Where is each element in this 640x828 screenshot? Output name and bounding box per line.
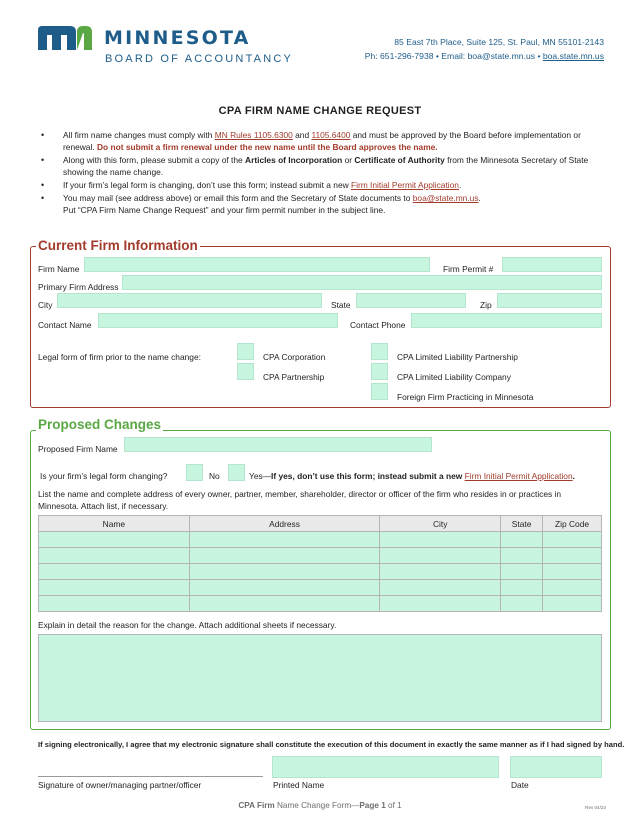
yes-label	[249, 471, 575, 481]
name-cell[interactable]	[39, 548, 190, 564]
instruction-text: .	[478, 193, 481, 204]
cpa-llp-checkbox[interactable]	[371, 343, 388, 360]
logo	[36, 22, 296, 70]
col-address-header: Address	[189, 516, 380, 532]
name-cell[interactable]	[39, 596, 190, 612]
zip-cell[interactable]	[543, 532, 602, 548]
zip-field[interactable]	[497, 293, 602, 308]
instruction-text: and	[292, 130, 312, 140]
printed-name-field[interactable]	[272, 756, 499, 778]
instruction-text: Along with this form, please submit a copy of the	[63, 155, 246, 166]
instruction-text: Put “CPA Firm Name Change Request” and your firm permit number in the subject line.	[63, 205, 386, 216]
col-state-header: State	[501, 516, 543, 532]
table-row	[39, 596, 602, 612]
state-cell[interactable]	[501, 548, 543, 564]
address-cell[interactable]	[189, 564, 380, 580]
state-cell[interactable]	[501, 532, 543, 548]
address-cell[interactable]	[189, 596, 380, 612]
cpa-partnership-checkbox[interactable]	[237, 363, 254, 380]
instruction-text: .	[458, 180, 462, 191]
city-cell[interactable]	[380, 532, 501, 548]
city-field[interactable]	[57, 293, 322, 308]
col-name-header: Name	[39, 516, 190, 532]
website-link[interactable]: boa.state.mn.us	[542, 51, 604, 61]
foreign-firm-checkbox[interactable]	[371, 383, 388, 400]
table-header-row	[39, 516, 602, 532]
legal-form-change-question: Is your firm’s legal form changing?	[40, 471, 168, 481]
owner-list-instructions: List the name and complete address of every owner, partner, member, shareholder, director or officer of the firm who resides in or practices in Minnesota. Attach list, if necessary.	[38, 489, 562, 511]
contact-phone-field[interactable]	[411, 313, 602, 328]
org-subtitle: BOARD OF ACCOUNTANCY	[105, 53, 294, 65]
city-cell[interactable]	[380, 564, 501, 580]
signature-label: Signature of owner/managing partner/officer	[38, 780, 202, 790]
footer-form-bold: CPA Firm	[238, 801, 275, 810]
zip-cell[interactable]	[543, 580, 602, 596]
state-field[interactable]	[356, 293, 466, 308]
state-cell[interactable]	[501, 564, 543, 580]
instruction-text: from the Minnesota Secretary of State showing the name change.	[63, 155, 589, 177]
legal-form-no-checkbox[interactable]	[186, 464, 203, 481]
zip-cell[interactable]	[543, 564, 602, 580]
table-row	[39, 564, 602, 580]
address-cell[interactable]	[189, 532, 380, 548]
cpa-corporation-label: CPA Corporation	[263, 352, 326, 362]
state-label: State	[331, 300, 351, 310]
legal-form-label: Legal form of firm prior to the name change:	[38, 352, 201, 362]
table-row	[39, 548, 602, 564]
page-footer	[0, 801, 640, 810]
org-phone-email: Ph: 651-296-7938 • Email: boa@state.mn.us •	[364, 51, 543, 61]
contact-phone-label: Contact Phone	[350, 320, 406, 330]
page-title: CPA FIRM NAME CHANGE REQUEST	[218, 105, 422, 117]
instruction-text: and must be approved by the Board before implementation or renewal.	[63, 130, 581, 152]
instruction-item	[35, 180, 595, 192]
firm-name-field[interactable]	[84, 257, 430, 272]
date-field[interactable]	[510, 756, 602, 778]
instructions-list	[35, 130, 595, 219]
col-zip-header: Zip Code	[543, 516, 602, 532]
legal-form-yes-checkbox[interactable]	[228, 464, 245, 481]
instruction-text: All firm name changes must comply with	[63, 130, 215, 140]
firm-initial-permit-link-2[interactable]: Firm Initial Permit Application	[464, 471, 573, 481]
instruction-text: or	[342, 155, 355, 166]
address-cell[interactable]	[189, 548, 380, 564]
explain-textarea[interactable]	[38, 634, 602, 722]
revision-date: Rev 04/23	[585, 805, 606, 810]
mn-rules-1105-6300-link[interactable]: MN Rules 1105.6300	[214, 130, 293, 140]
instruction-bold: Certificate of Authority	[354, 155, 445, 166]
cpa-llc-label: CPA Limited Liability Company	[397, 372, 511, 382]
city-cell[interactable]	[380, 580, 501, 596]
primary-address-label: Primary Firm Address	[38, 282, 119, 292]
footer-form-name: Name Change Form—	[274, 801, 360, 810]
state-cell[interactable]	[501, 596, 543, 612]
footer-page-number: Page 1	[359, 801, 386, 810]
firm-permit-label: Firm Permit #	[443, 264, 494, 274]
foreign-firm-label: Foreign Firm Practicing in Minnesota	[397, 392, 534, 402]
no-label: No	[209, 471, 220, 481]
signature-line[interactable]	[38, 776, 263, 777]
zip-cell[interactable]	[543, 548, 602, 564]
contact-name-label: Contact Name	[38, 320, 92, 330]
firm-permit-field[interactable]	[502, 257, 602, 272]
explain-label: Explain in detail the reason for the change. Attach additional sheets if necessary.	[38, 620, 337, 630]
proposed-changes-heading: Proposed Changes	[38, 417, 162, 432]
email-link[interactable]: boa@state.mn.us	[412, 193, 479, 204]
cpa-llc-checkbox[interactable]	[371, 363, 388, 380]
instruction-item	[35, 130, 595, 154]
city-label: City	[38, 300, 53, 310]
contact-name-field[interactable]	[98, 313, 338, 328]
zip-label: Zip	[480, 300, 492, 310]
primary-address-field[interactable]	[122, 275, 602, 290]
current-firm-heading: Current Firm Information	[38, 238, 198, 253]
instruction-text: You may mail (see address above) or email this form and the Secretary of State documents to	[63, 193, 413, 204]
name-cell[interactable]	[39, 532, 190, 548]
cpa-corporation-checkbox[interactable]	[237, 343, 254, 360]
address-cell[interactable]	[189, 580, 380, 596]
org-address: 85 East 7th Place, Suite 125, St. Paul, MN 55101-2143	[394, 37, 604, 47]
renewal-warning: Do not submit a firm renewal under the new name until the Board approves the name.	[96, 141, 438, 152]
col-city-header: City	[380, 516, 501, 532]
e-signature-statement: If signing electronically, I agree that my electronic signature shall constitute the execution of this document in exactly the same manner as if I had signed by hand.	[38, 740, 625, 749]
printed-name-label: Printed Name	[273, 780, 325, 790]
table-row	[39, 580, 602, 596]
instruction-bold: Articles of Incorporation	[245, 155, 343, 166]
org-contact	[365, 51, 604, 61]
owner-list-table	[38, 515, 602, 612]
yes-text: Yes—	[249, 471, 272, 481]
proposed-firm-name-label: Proposed Firm Name	[38, 444, 118, 454]
instruction-text: If your firm’s legal form is changing, don’t use this form; instead submit a new	[63, 180, 351, 191]
firm-name-label: Firm Name	[38, 264, 80, 274]
firm-initial-permit-link[interactable]: Firm Initial Permit Application	[350, 180, 459, 191]
city-cell[interactable]	[380, 596, 501, 612]
org-name: MINNESOTA	[104, 27, 251, 49]
table-row	[39, 532, 602, 548]
footer-page-total: of 1	[385, 801, 402, 810]
zip-cell[interactable]	[543, 596, 602, 612]
cpa-llp-label: CPA Limited Liability Partnership	[397, 352, 518, 362]
proposed-firm-name-field[interactable]	[124, 437, 432, 452]
instruction-item	[35, 193, 595, 217]
yes-warning: If yes, don’t use this form; instead submit a new	[271, 471, 465, 481]
name-cell[interactable]	[39, 580, 190, 596]
cpa-partnership-label: CPA Partnership	[263, 372, 325, 382]
minnesota-logo-mark-icon	[36, 24, 94, 52]
instruction-item	[35, 155, 595, 179]
name-cell[interactable]	[39, 564, 190, 580]
state-cell[interactable]	[501, 580, 543, 596]
city-cell[interactable]	[380, 548, 501, 564]
date-label: Date	[511, 780, 529, 790]
yes-period: .	[572, 471, 575, 481]
rule-1105-6400-link[interactable]: 1105.6400	[311, 130, 351, 140]
